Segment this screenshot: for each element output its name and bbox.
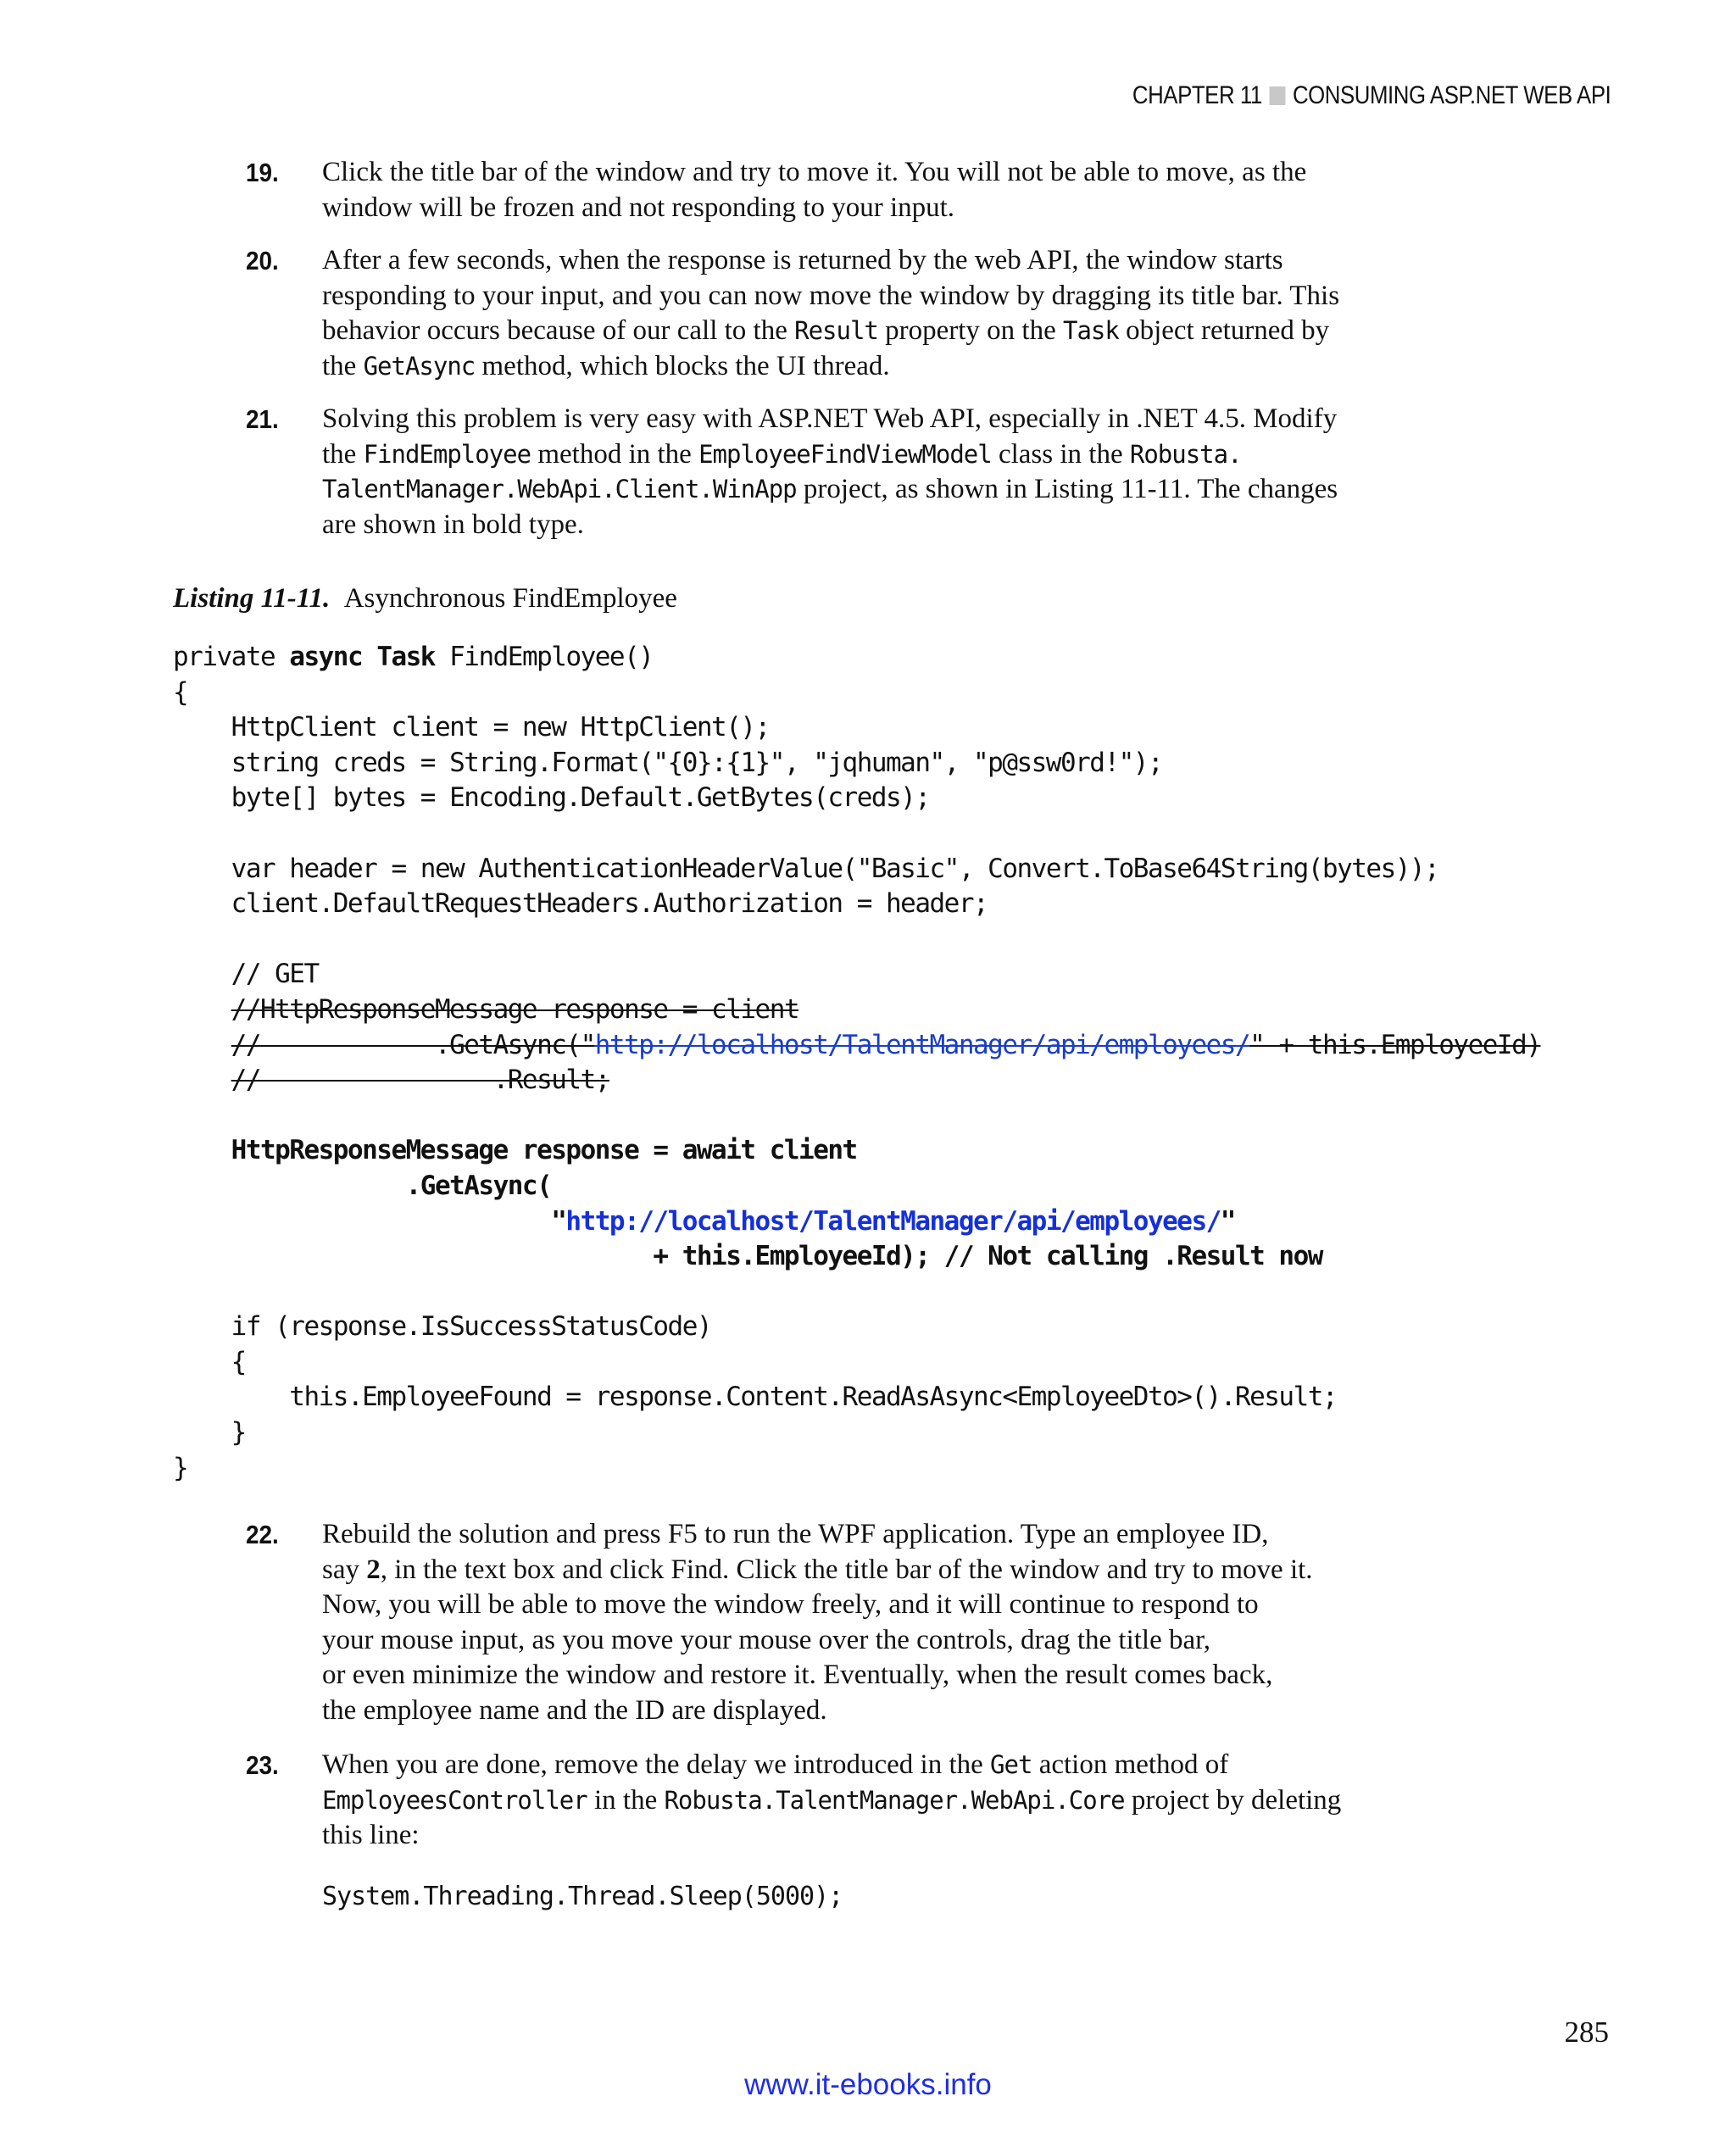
separator-square-icon <box>1269 86 1285 105</box>
step-text: window will be frozen and not responding to your input. <box>322 192 955 223</box>
step-text-line <box>322 1658 1449 1693</box>
code-strike: // .Result; <box>231 1065 609 1096</box>
step-code: Result <box>794 316 878 345</box>
step-text: Solving this problem is very easy with ASP.NET Web API, especially in .NET 4.5. Modify <box>322 403 1338 434</box>
step-text-line <box>322 155 1449 191</box>
code-strike-url: http://localhost/TalentManager/api/employees/ <box>594 1029 1250 1060</box>
code-line <box>173 1133 1540 1169</box>
step-text-line <box>322 472 1449 508</box>
code-strike: // .GetAsync(" <box>231 1029 595 1060</box>
step-text: behavior occurs because of our call to the <box>322 315 795 346</box>
step-text-line <box>322 437 1449 473</box>
step-text: project by deleting <box>1124 1784 1342 1816</box>
step-code: Task <box>1062 316 1119 345</box>
code-line <box>173 922 1540 958</box>
code-line <box>173 1028 1540 1064</box>
code-line <box>173 746 1540 781</box>
step-text: your mouse input, as you move your mouse over the controls, drag the title bar, <box>322 1624 1211 1655</box>
code-bold: " <box>1220 1205 1235 1237</box>
step-text-line <box>322 402 1449 437</box>
code-text: byte[] bytes = Encoding.Default.GetBytes(creds); <box>173 782 930 814</box>
step-21 <box>246 402 1449 542</box>
step-text: class in the <box>991 438 1130 470</box>
step-text <box>322 402 1449 542</box>
step-text: are shown in bold type. <box>322 509 584 540</box>
code-line <box>173 1063 1540 1098</box>
step-code: GetAsync <box>363 351 476 381</box>
code-line <box>173 852 1540 887</box>
step-text: After a few seconds, when the response is returned by the web API, the window starts <box>322 245 1283 275</box>
step-text-line <box>322 1517 1449 1553</box>
chapter-title: CONSUMING ASP.NET WEB API <box>1292 81 1611 109</box>
step-text-line <box>322 1553 1449 1588</box>
code-line <box>173 781 1540 816</box>
code-text: string creds = String.Format("{0}:{1}", "jqhuman", "p@ssw0rd!"); <box>173 747 1163 778</box>
code-bold: + this.EmployeeId); // Not calling .Result now <box>173 1241 1322 1272</box>
step-20 <box>246 243 1449 384</box>
step-text: When you are done, remove the delay we introduced in the <box>322 1749 991 1780</box>
step-text-line <box>322 1693 1449 1729</box>
step-text: property on the <box>877 315 1063 346</box>
step-text: Now, you will be able to move the window freely, and it will continue to respond to <box>322 1589 1259 1620</box>
step-text: , in the text box and click Find. Click the title bar of the window and try to move it. <box>380 1554 1313 1585</box>
step-number: 19. <box>246 158 279 187</box>
code-text: { <box>173 1346 246 1377</box>
step-text-line <box>322 508 1449 543</box>
code-line <box>173 1345 1540 1381</box>
step-text-line <box>322 191 1449 226</box>
step-text: Click the title bar of the window and try to move it. You will not be able to move, as the <box>322 157 1307 187</box>
step-23 <box>246 1748 1449 1854</box>
step-text-line <box>322 1783 1449 1819</box>
step-text <box>322 1517 1449 1728</box>
step-text-line <box>322 349 1449 385</box>
step-text: say <box>322 1554 367 1585</box>
code-strike: //HttpResponseMessage response = client <box>231 993 799 1025</box>
code-bold: " <box>173 1205 566 1237</box>
code-line <box>173 816 1540 852</box>
step-text: this line: <box>322 1820 420 1850</box>
step-text <box>322 243 1449 384</box>
code-line <box>173 887 1540 922</box>
code-line <box>173 676 1540 711</box>
step-code: Get <box>990 1750 1032 1779</box>
step-text: the <box>322 438 364 470</box>
step-number: 20. <box>246 246 279 275</box>
code-strike: " + this.EmployeeId) <box>1249 1029 1541 1060</box>
step-19 <box>246 155 1449 225</box>
code-line <box>173 1310 1540 1345</box>
code-bold: .GetAsync( <box>173 1170 552 1201</box>
step-text: project, as shown in Listing 11-11. The changes <box>796 474 1338 504</box>
code-text: client.DefaultRequestHeaders.Authorization = header; <box>173 888 988 920</box>
listing-label: Listing 11-11. <box>173 583 331 614</box>
page-number: 285 <box>1564 2016 1609 2049</box>
code-kw: async <box>289 642 363 672</box>
footer-link[interactable]: www.it-ebooks.info <box>744 2068 992 2101</box>
step-code: EmployeesController <box>322 1785 587 1815</box>
step-text: in the <box>587 1784 665 1816</box>
code-text: } <box>173 1452 188 1483</box>
code-line <box>173 640 1540 676</box>
code-line <box>173 1415 1540 1451</box>
step-text-line <box>322 243 1449 279</box>
code-line <box>173 993 1540 1028</box>
code-line <box>173 1380 1540 1415</box>
code-line <box>173 1204 1540 1240</box>
step-text: or even minimize the window and restore it. Eventually, when the result comes back, <box>322 1660 1273 1690</box>
code-text <box>173 1030 231 1060</box>
code-text: this.EmployeeFound = response.Content.ReadAsAsync<EmployeeDto>().Result; <box>173 1382 1338 1413</box>
code-text: // GET <box>173 959 319 990</box>
code-text: { <box>173 676 188 708</box>
step-text: Rebuild the solution and press F5 to run the WPF application. Type an employee ID, <box>322 1519 1269 1549</box>
code-sleep-line: System.Threading.Thread.Sleep(5000); <box>322 1882 843 1911</box>
step-text: the <box>322 350 364 381</box>
step-text-line <box>322 279 1449 314</box>
step-text: object returned by <box>1118 315 1330 346</box>
code-text: FindEmployee() <box>434 642 654 672</box>
step-text: method, which blocks the UI thread. <box>475 350 890 381</box>
running-header <box>1132 81 1611 110</box>
step-text-line <box>322 314 1449 349</box>
code-text <box>362 642 376 672</box>
code-line <box>173 1239 1540 1275</box>
step-code: TalentManager.WebApi.Client.WinApp <box>322 475 797 503</box>
step-b: 2 <box>366 1554 381 1585</box>
step-code: FindEmployee <box>363 439 531 469</box>
code-line <box>173 1169 1540 1204</box>
chapter-label: CHAPTER 11 <box>1132 81 1262 109</box>
step-text-line <box>322 1623 1449 1659</box>
listing-caption <box>173 583 677 614</box>
code-text: private <box>173 642 290 672</box>
step-text: responding to your input, and you can now move the window by dragging its title bar. This <box>322 280 1340 311</box>
code-text <box>173 994 231 1025</box>
step-code: Robusta. <box>1129 439 1242 469</box>
listing-title: Asynchronous FindEmployee <box>343 583 677 614</box>
code-text: if (response.IsSuccessStatusCode) <box>173 1311 712 1343</box>
step-number: 22. <box>246 1520 279 1549</box>
code-kw: Task <box>376 642 435 672</box>
code-url-bold: http://localhost/TalentManager/api/employees/ <box>565 1205 1221 1237</box>
step-text <box>322 1748 1449 1854</box>
code-line <box>173 1451 1540 1487</box>
step-text-line <box>322 1818 1449 1854</box>
code-listing <box>173 640 1540 1486</box>
code-text: HttpClient client = new HttpClient(); <box>173 712 770 743</box>
code-line <box>173 1275 1540 1310</box>
step-code: EmployeeFindViewModel <box>698 439 992 469</box>
code-text: var header = new AuthenticationHeaderValue("Basic", Convert.ToBase64String(bytes)); <box>173 853 1439 884</box>
step-text: the employee name and the ID are displayed. <box>322 1694 827 1726</box>
code-line <box>173 1098 1540 1134</box>
step-number: 23. <box>246 1750 279 1780</box>
step-text: method in the <box>531 438 699 470</box>
code-line <box>173 957 1540 993</box>
step-text-line <box>322 1748 1449 1783</box>
step-text: action method of <box>1032 1749 1229 1780</box>
code-text <box>173 1065 231 1095</box>
code-bold: HttpResponseMessage response = await client <box>173 1135 857 1166</box>
step-text <box>322 155 1449 225</box>
code-text: } <box>173 1417 246 1449</box>
step-text-line <box>322 1588 1449 1623</box>
step-number: 21. <box>246 404 279 434</box>
step-22 <box>246 1517 1449 1728</box>
step-code: Robusta.TalentManager.WebApi.Core <box>664 1785 1125 1815</box>
code-line <box>173 710 1540 746</box>
